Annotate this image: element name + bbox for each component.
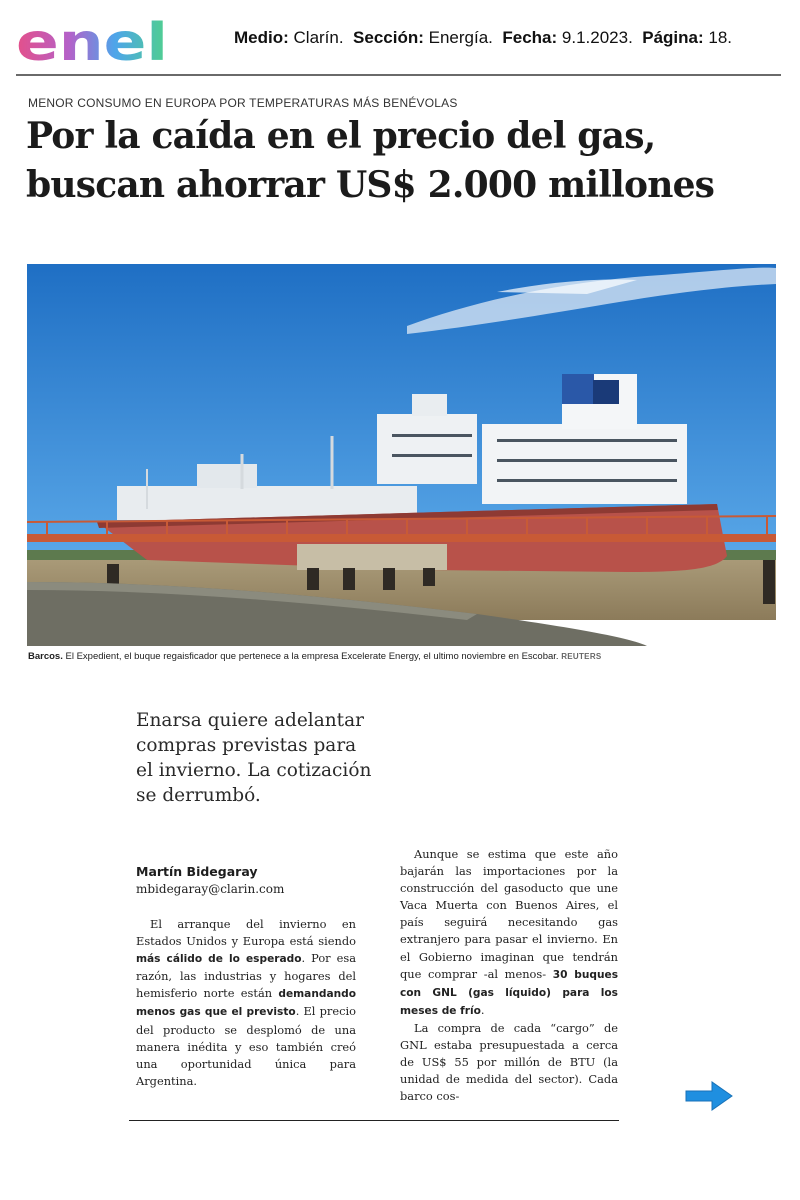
body-text: El arranque del invierno en Estados Unidos y Europa está siendo — [136, 917, 356, 949]
next-page-arrow-icon[interactable] — [684, 1080, 734, 1112]
author-byline: Martín Bidegaray — [136, 864, 258, 879]
body-text: . — [480, 1002, 485, 1017]
fecha-value: 9.1.2023. — [561, 28, 633, 47]
footer-divider — [129, 1120, 619, 1121]
author-email[interactable]: mbidegaray@clarin.com — [136, 882, 285, 896]
body-column-1 — [136, 916, 356, 1090]
body-paragraph — [136, 916, 356, 1090]
article-kicker: MENOR CONSUMO EN EUROPA POR TEMPERATURAS MÁS BENÉVOLAS — [28, 96, 458, 110]
seccion-value: Energía. — [428, 28, 493, 47]
photo-credit: REUTERS — [561, 652, 602, 661]
logo-wordmark: enel — [16, 14, 168, 70]
article-deck: Enarsa quiere adelantar compras previstas para el invierno. La cotización se derrumbó. — [136, 710, 372, 806]
body-column-2 — [400, 846, 618, 1105]
seccion-label: Sección: — [353, 28, 424, 47]
article-headline — [26, 112, 786, 210]
body-bold: más cálido de lo esperado — [136, 953, 302, 966]
headline-line-1: Por la caída en el precio del gas, — [26, 115, 656, 157]
photo-caption — [28, 651, 788, 662]
caption-lead: Barcos. — [28, 651, 63, 662]
medio-value: Clarín. — [293, 28, 344, 47]
pagina-label: Página: — [642, 28, 704, 47]
body-bold: demandando menos gas que el previsto — [136, 988, 356, 1019]
ship-photo — [27, 264, 776, 646]
body-paragraph: La compra de cada “cargo” de GNL estaba presupuestada a cerca de US$ 55 por millón de BTU (la unidad de medida del sector). Cada barco cos- — [400, 1020, 618, 1104]
headline-line-2: buscan ahorrar US$ 2.000 millones — [26, 164, 715, 206]
fecha-label: Fecha: — [502, 28, 558, 47]
enel-logo — [16, 14, 171, 70]
medio-label: Medio: — [234, 28, 289, 47]
body-text: Aunque se estima que este año bajarán las importaciones por la construcción del gasoducto que une Vaca Muerta con Buenos Aires, el país seguirá necesitando gas extranjero para pasar el invierno. En el Gobierno imaginan que tendrán que comprar -al menos- — [400, 847, 618, 981]
pagina-value: 18. — [708, 28, 733, 47]
body-text: . Por esa razón, las industrias y hogares del hemisferio norte están — [136, 951, 357, 1001]
body-text: . El precio del producto se desplomó de una manera inédita y eso también creó una oportunidad única para Argentina. — [136, 1004, 356, 1088]
source-metadata — [234, 28, 732, 48]
caption-text: El Expedient, el buque regaisficador que pertenece a la empresa Excelerate Energy, el ultimo noviembre en Escobar. — [62, 651, 562, 662]
body-paragraph — [400, 846, 618, 1020]
body-bold: 30 buques con GNL (gas líquido) para los meses de frío — [400, 968, 619, 1017]
header-divider — [16, 74, 781, 76]
